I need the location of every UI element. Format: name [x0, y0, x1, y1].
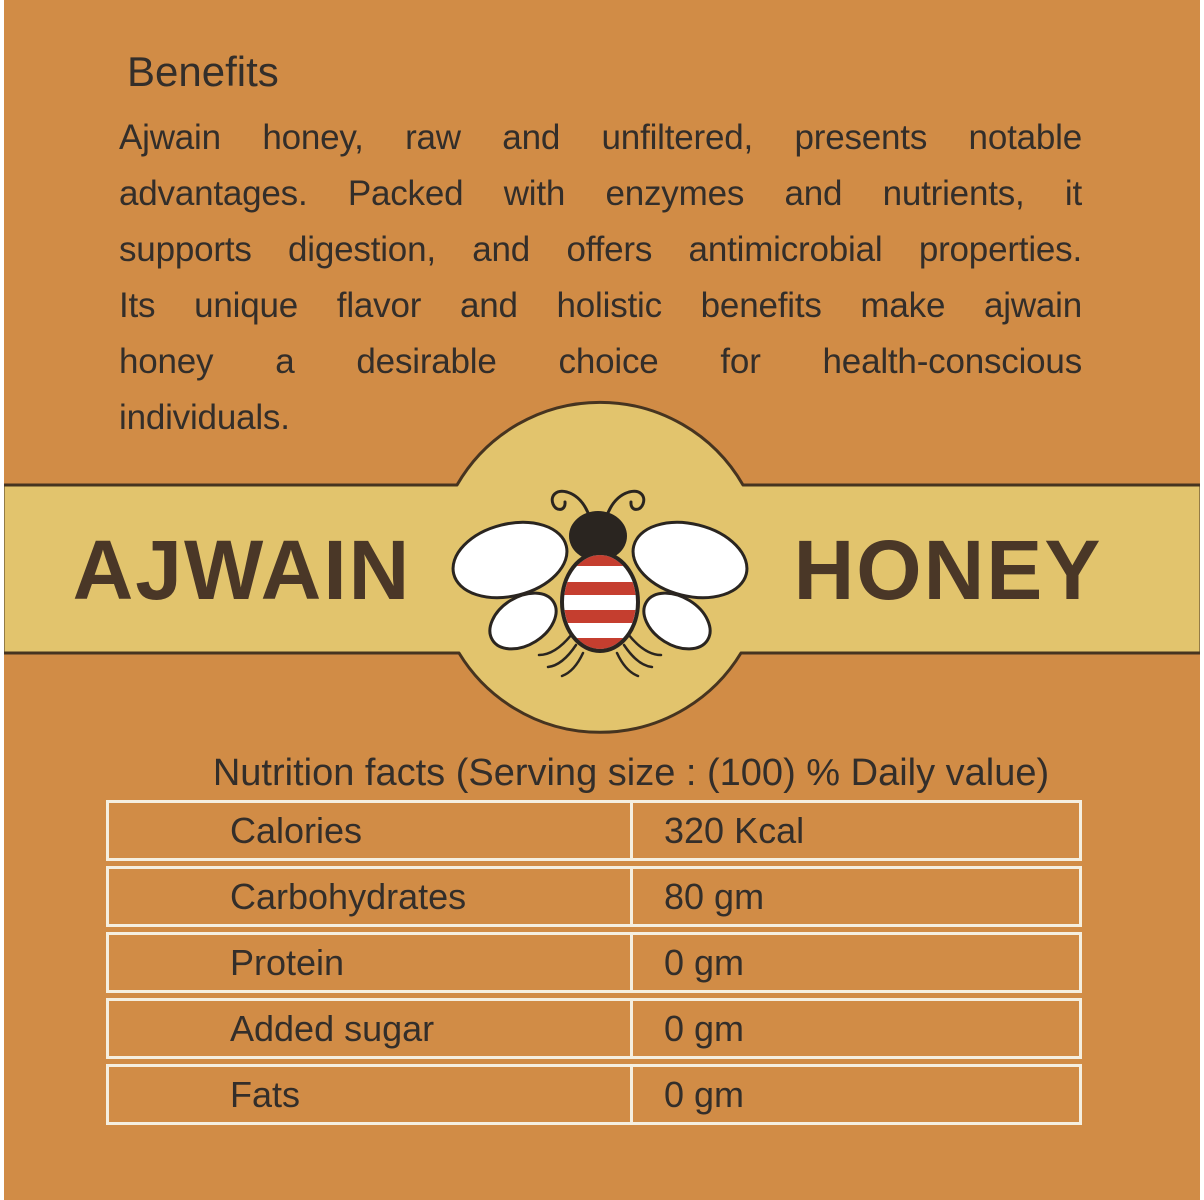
benefits-heading: Benefits: [127, 48, 279, 95]
benefits-line: supports digestion, and offers antimicrobial properties.: [119, 230, 1082, 269]
nutrition-table: [106, 800, 1082, 1130]
nutrition-heading: Nutrition facts (Serving size : (100) % Daily value): [212, 752, 1050, 794]
table-row: [106, 998, 1082, 1059]
benefits-line: honey a desirable choice for health-conscious: [119, 342, 1082, 381]
row-value: 0 gm: [664, 1007, 745, 1049]
page-edge-left: [0, 0, 4, 1200]
benefits-line: Its unique flavor and holistic benefits make ajwain: [119, 286, 1082, 325]
bee-stripe: [558, 582, 642, 595]
row-value: 0 gm: [664, 1073, 745, 1115]
benefits-line: advantages. Packed with enzymes and nutrients, it: [119, 174, 1082, 213]
row-label: Protein: [109, 935, 633, 990]
brand-name-left: AJWAIN: [72, 522, 412, 617]
row-label: Calories: [109, 803, 633, 858]
table-row: [106, 800, 1082, 861]
row-value: 80 gm: [664, 875, 765, 917]
row-value: 0 gm: [664, 941, 745, 983]
bee-stripe: [558, 610, 642, 623]
table-row: [106, 866, 1082, 927]
table-row: [106, 932, 1082, 993]
benefits-line: Ajwain honey, raw and unfiltered, presents notable: [119, 118, 1082, 157]
row-label: Carbohydrates: [109, 869, 633, 924]
row-label: Fats: [109, 1067, 633, 1122]
row-value: 320 Kcal: [664, 809, 805, 851]
row-label: Added sugar: [109, 1001, 633, 1056]
benefits-line: individuals.: [119, 398, 290, 437]
page-edge-right: [1200, 0, 1204, 1200]
brand-name-right: HONEY: [793, 522, 1103, 617]
table-row: [106, 1064, 1082, 1125]
